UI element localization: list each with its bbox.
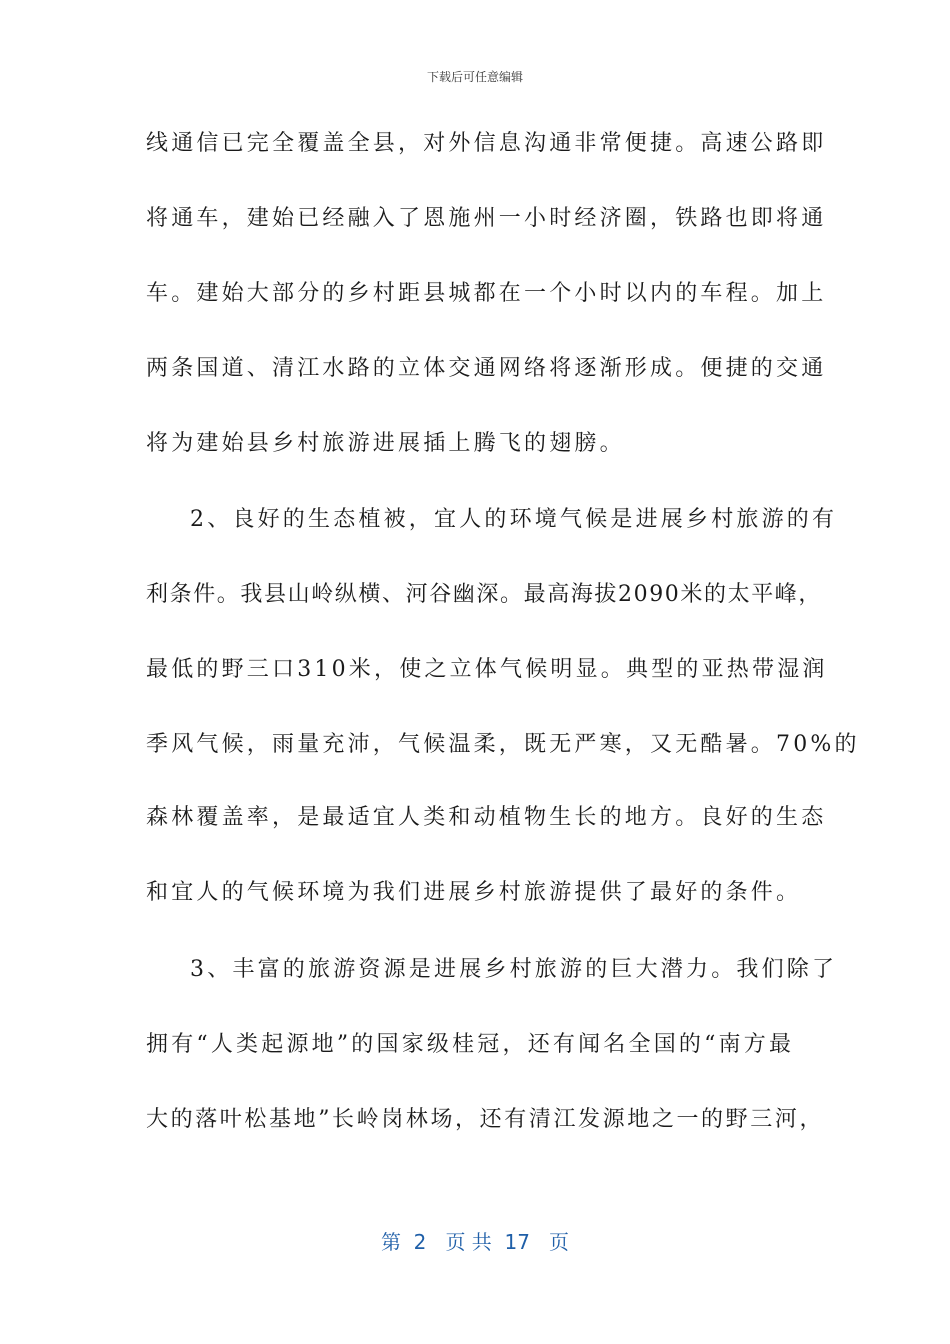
body-line-14: 大的落叶松基地”长岭岗林场，还有清江发源地之一的野三河， [146,1107,825,1132]
body-line-10: 森林覆盖率，是最适宜人类和动植物生长的地方。良好的生态 [146,805,827,830]
page-number-footer: 第 2 页 共 17 页 [380,1230,570,1254]
body-line-13: 拥有“人类起源地”的国家级桂冠，还有闻名全国的“南方最 [146,1032,795,1057]
body-line-9: 季风气候，雨量充沛，气候温柔，既无严寒，又无酷暑。70%的 [146,732,860,757]
body-line-1: 线通信已完全覆盖全县，对外信息沟通非常便捷。高速公路即 [146,131,827,156]
body-line-11: 和宜人的气候环境为我们进展乡村旅游提供了最好的条件。 [146,880,802,905]
body-line-12: 3、丰富的旅游资源是进展乡村旅游的巨大潜力。我们除了 [190,957,838,982]
body-line-5: 将为建始县乡村旅游进展插上腾飞的翅膀。 [146,431,625,456]
body-line-7: 利条件。我县山岭纵横、河谷幽深。最高海拔2090米的太平峰， [146,582,822,607]
header-note: 下载后可任意编辑 [426,70,523,84]
body-line-8: 最低的野三口310米，使之立体气候明显。典型的亚热带湿润 [146,657,828,682]
body-line-6: 2、良好的生态植被，宜人的环境气候是进展乡村旅游的有 [190,507,838,532]
body-line-2: 将通车，建始已经融入了恩施州一小时经济圈，铁路也即将通 [146,206,827,231]
body-line-3: 车。建始大部分的乡村距县城都在一个小时以内的车程。加上 [146,281,827,306]
body-line-4: 两条国道、清江水路的立体交通网络将逐渐形成。便捷的交通 [146,356,827,381]
